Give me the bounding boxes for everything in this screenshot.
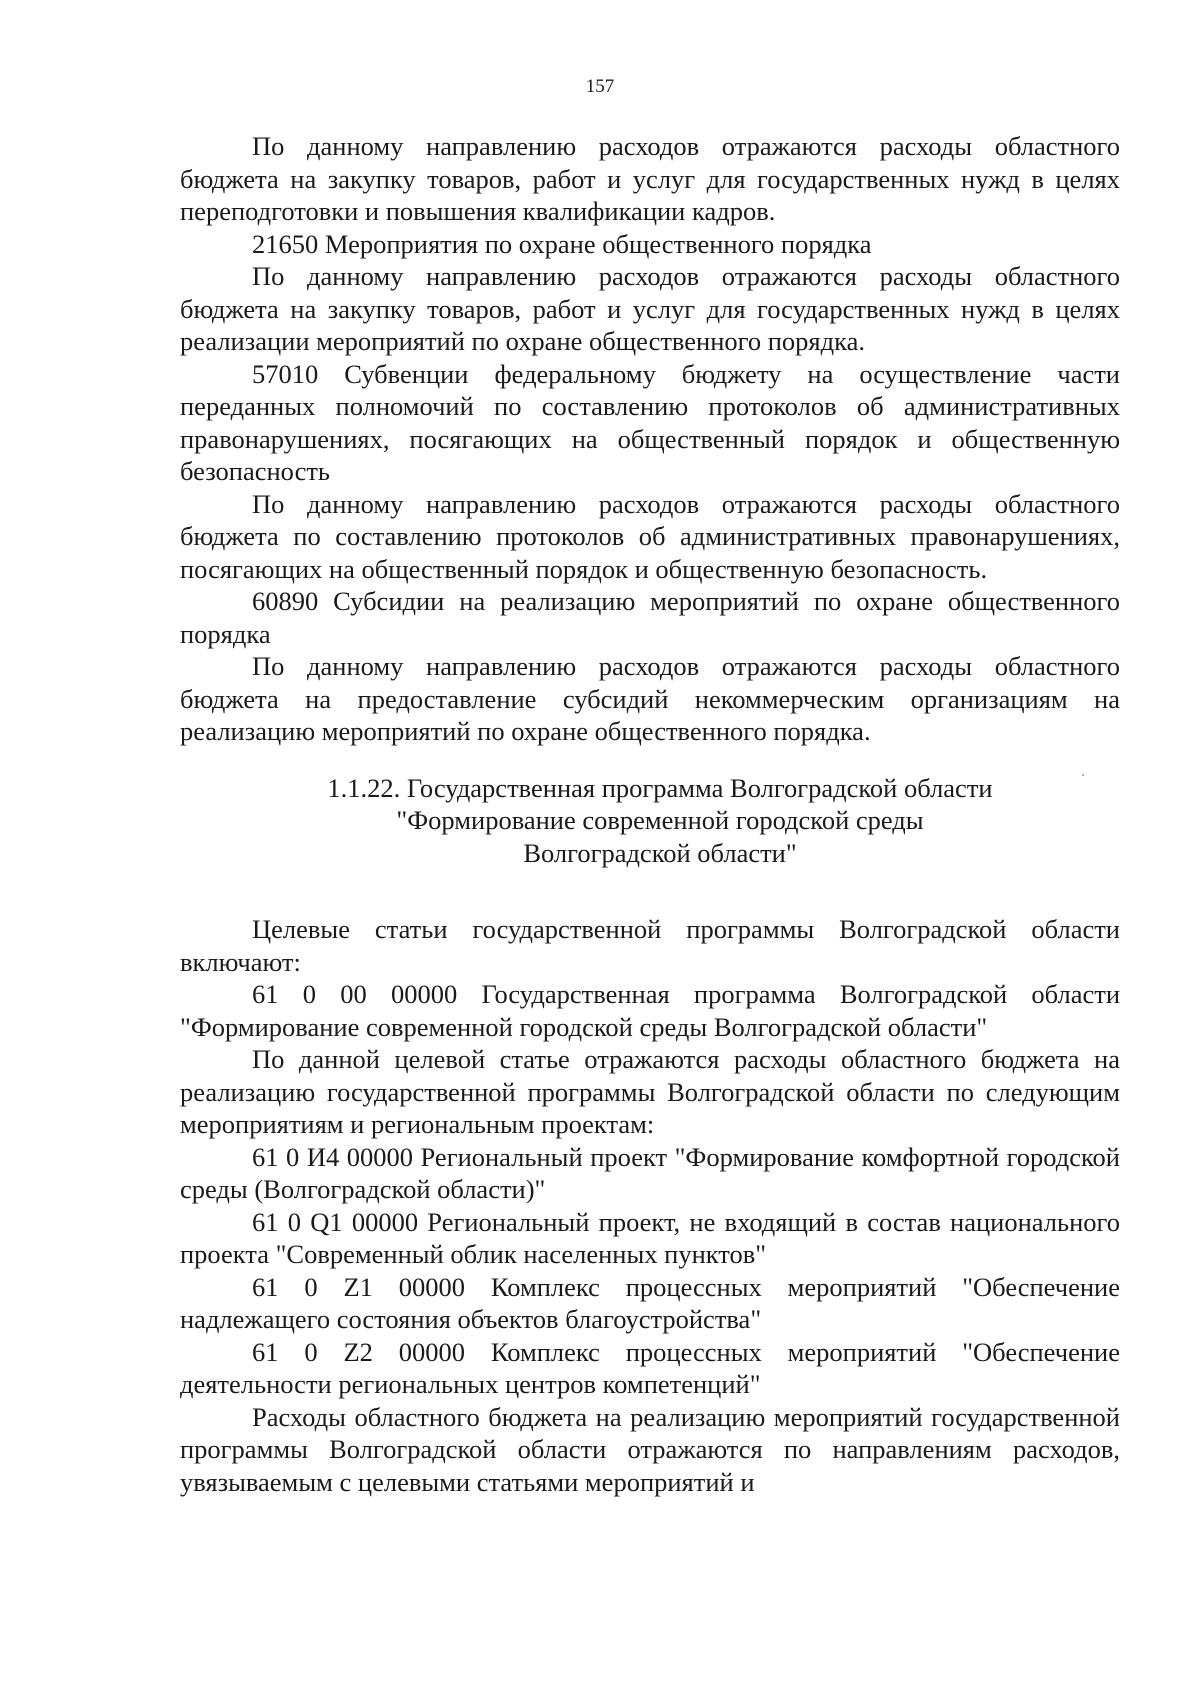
section-heading-line: Волгоградской области" [523, 837, 797, 868]
section-heading-line: "Формирование современной городской среды [396, 805, 924, 835]
paragraph: Расходы областного бюджета на реализацию мероприятий государственной программы Волгоградской области отражаются по направлениям расходов, увязываемым с целевыми статьями мероприятий и [180, 1401, 1120, 1497]
paragraph: По данному направлению расходов отражаются расходы областного бюджета на предоставление субсидий некоммерческим организациям на реализацию мероприятий по охране общественного порядка. [180, 651, 1120, 746]
paragraph: Целевые статьи государственной программы Волгоградской области включают: [180, 914, 1120, 977]
target-article-line: 61 0 00 00000 Государственная программа Волгоградской области "Формирование современной городской среды Волгоградской области" [180, 979, 1120, 1042]
target-article-line: 61 0 Z1 00000 Комплекс процессных мероприятий "Обеспечение надлежащего состояния объектов благоустройства" [180, 1271, 1120, 1334]
paragraph: По данному направлению расходов отражаются расходы областного бюджета на закупку товаров, работ и услуг для государственных нужд в целях реализации мероприятий по охране общественного порядка. [180, 261, 1120, 356]
paragraph: По данному направлению расходов отражаются расходы областного бюджета по составлению протоколов об административных правонарушениях, посягающих на общественный порядок и общественную безопасность. [180, 488, 1120, 584]
section-heading-line: 1.1.22. Государственная программа Волгоградской области [327, 772, 993, 803]
target-article-line: 61 0 И4 00000 Региональный проект "Формирование комфортной городской среды (Волгоградской области)" [180, 1141, 1120, 1204]
expense-code-line: 60890 Субсидии на реализацию мероприятий по охране общественного порядка [180, 586, 1120, 649]
paragraph: По данной целевой статье отражаются расходы областного бюджета на реализацию государственной программы Волгоградской области по следующим мероприятиям и региональным проектам: [180, 1044, 1120, 1139]
scan-artifact [1082, 774, 1084, 776]
paragraph: По данному направлению расходов отражаются расходы областного бюджета на закупку товаров, работ и услуг для государственных нужд в целях переподготовки и повышения квалификации кадров. [180, 131, 1120, 226]
target-article-line: 61 0 Z2 00000 Комплекс процессных мероприятий "Обеспечение деятельности региональных центров компетенций" [180, 1336, 1120, 1399]
expense-code-line: 21650 Мероприятия по охране общественного порядка [252, 228, 872, 259]
target-article-line: 61 0 Q1 00000 Региональный проект, не входящий в состав национального проекта "Современный облик населенных пунктов" [180, 1206, 1120, 1269]
page-number: 157 [585, 76, 615, 97]
section-heading [180, 772, 1120, 870]
document-body [180, 130, 1120, 1498]
expense-code-line: 57010 Субвенции федеральному бюджету на осуществление части переданных полномочий по составлению протоколов об административных правонарушениях, посягающих на общественный порядок и общественную безопасность [180, 358, 1120, 486]
